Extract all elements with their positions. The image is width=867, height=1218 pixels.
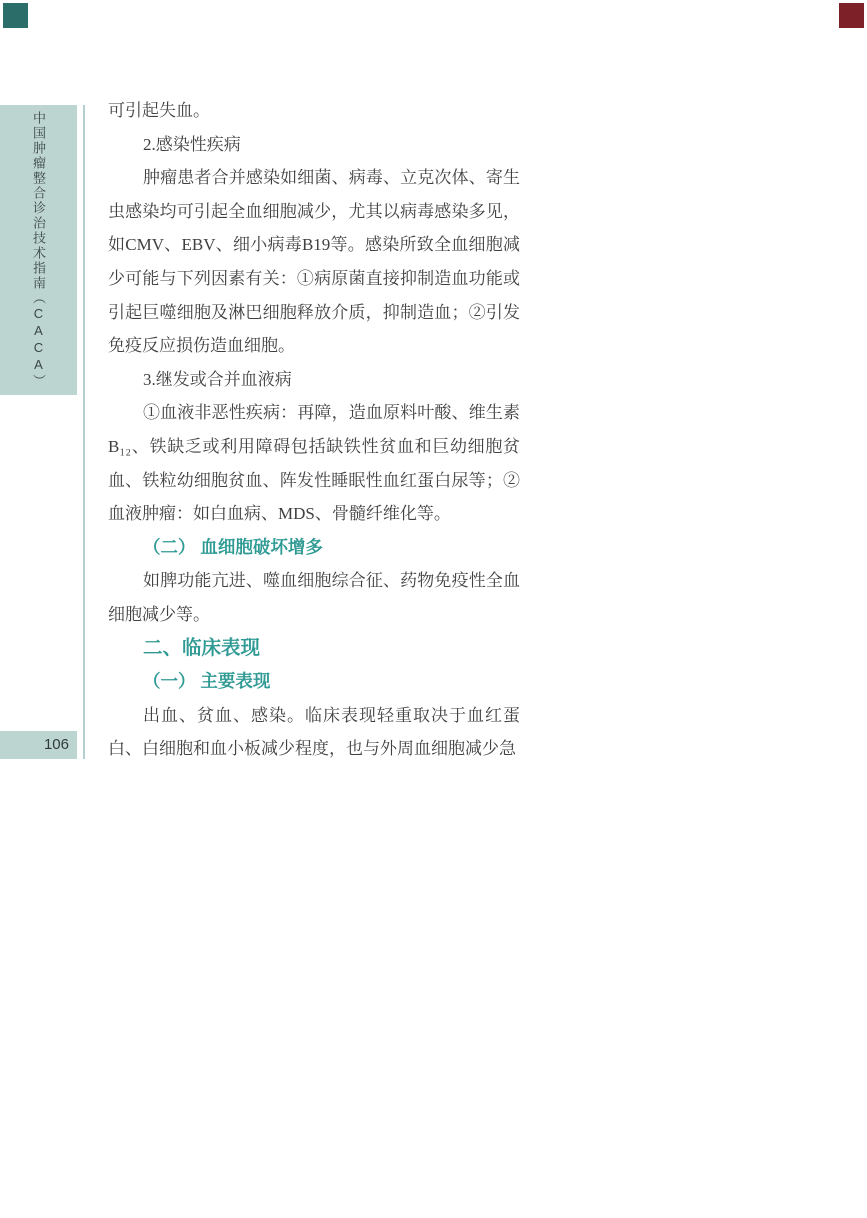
vertical-divider (83, 105, 85, 759)
text-line: 白、白细胞和血小板减少程度，也与外周血细胞减少急 (108, 739, 516, 759)
text-line: B₁₂、铁缺乏或利用障碍包括缺铁性贫血和巨幼细胞贫 (108, 436, 520, 456)
sub-heading: （二） 血细胞破坏增多 (143, 536, 323, 557)
page-number-badge: 106 (0, 731, 77, 759)
sub-heading: （一） 主要表现 (143, 671, 271, 692)
corner-mark-teal-icon (3, 3, 28, 28)
corner-mark-red-icon (839, 3, 864, 28)
content-column (108, 94, 520, 766)
text-line: 如CMV、EBV、细小病毒B19等。感染所致全血细胞减 (108, 235, 520, 255)
text-line: 如脾功能亢进、噬血细胞综合征、药物免疫性全血 (143, 571, 520, 591)
text-line: 可引起失血。 (108, 101, 210, 120)
section-heading: 二、临床表现 (143, 636, 261, 659)
text-line: 虫感染均可引起全血细胞减少，尤其以病毒感染多见， (108, 201, 520, 221)
text-line: 2.感染性疾病 (143, 134, 241, 154)
text-line: 3.继发或合并血液病 (143, 369, 292, 389)
text-line: 细胞减少等。 (108, 604, 210, 624)
sidebar-title-bar (0, 105, 77, 395)
text-line: ①血液非恶性疾病：再障，造血原料叶酸、维生素 (143, 403, 520, 423)
text-line: 少可能与下列因素有关：①病原菌直接抑制造血功能或 (108, 268, 520, 288)
text-line: 肿瘤患者合并感染如细菌、病毒、立克次体、寄生 (143, 168, 520, 188)
text-line: 血、铁粒幼细胞贫血、阵发性睡眠性血红蛋白尿等；② (108, 470, 520, 490)
text-line: 血液肿瘤：如白血病、MDS、骨髓纤维化等。 (108, 504, 451, 524)
text-line: 免疫反应损伤造血细胞。 (108, 336, 295, 356)
text-line: 引起巨噬细胞及淋巴细胞释放介质，抑制造血；②引发 (108, 302, 520, 322)
text-line: 出血、贫血、感染。临床表现轻重取决于血红蛋 (143, 705, 520, 725)
sidebar-title: 中国肿瘤整合诊治技术指南（CACA） (31, 111, 46, 389)
